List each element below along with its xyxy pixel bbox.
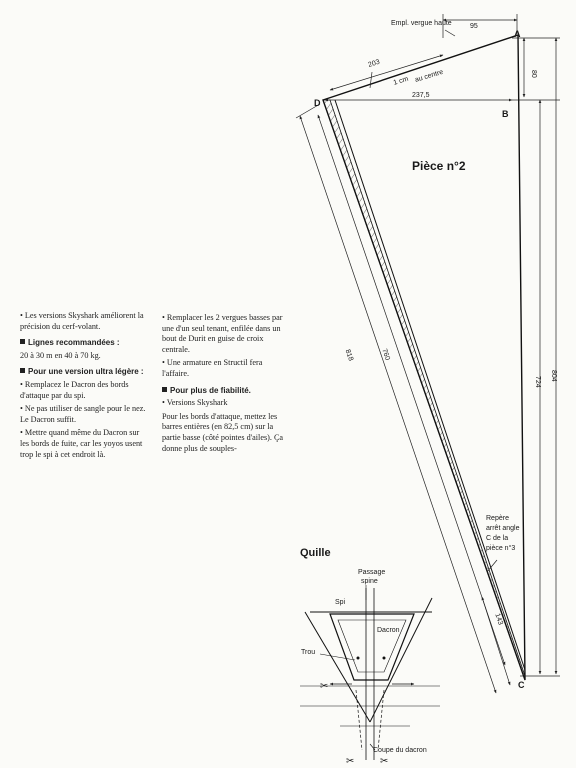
spi-right-edge — [370, 598, 432, 722]
quille-detail — [300, 547, 440, 767]
empl-leader — [445, 30, 455, 36]
quille-title: Quille — [300, 547, 331, 559]
skyshark-paragraph: • Versions Skyshark — [162, 398, 228, 408]
piece-title: Pièce n°2 — [412, 159, 466, 173]
armature-paragraph: • Une armature en Structil fera l'affaire. — [162, 358, 263, 378]
dim-203-line — [330, 55, 443, 90]
bords-attaque-paragraph: Pour les bords d'attaque, mettez les barres entières (en 82,5 cm) sur la partie basse (côté pointes d'ailes). Ça donne plus de souples- — [162, 411, 284, 453]
empl-vergue-label: Empl. vergue haute — [391, 20, 452, 27]
hole-right — [383, 657, 386, 660]
heading-lignes-text: Lignes recommandées : — [28, 338, 120, 348]
scissors-icon: ✂ — [320, 681, 329, 692]
point-b-label: B — [502, 109, 509, 119]
point-d-label: D — [314, 98, 321, 108]
dim-804-label: 804 — [550, 370, 557, 382]
trou-leader — [320, 654, 355, 660]
trou-label: Trou — [301, 649, 316, 656]
ultra-item-1: • Remplacez le Dacron des bords d'attaque par du spi. — [20, 379, 129, 400]
ultra-item-3: • Mettre quand même du Dacron sur les bords de fuite, car les yoyos usent trop le spi à cet endroit là. — [20, 428, 143, 459]
dacron-strip — [323, 100, 525, 680]
heading-ultra-text: Pour une version ultra légère : — [28, 367, 144, 377]
spi-left-edge — [305, 612, 370, 722]
dim-1cm-label: 1 cm — [392, 75, 410, 87]
au-centre-label: au centre — [414, 68, 445, 84]
dim-818-label: 818 — [343, 348, 355, 362]
dim-80-label: 80 — [530, 70, 537, 78]
dim-95-label: 95 — [470, 23, 478, 30]
repere-line-4: pièce n°3 — [486, 545, 516, 552]
heading-fiabilite-text: Pour plus de fiabilité. — [170, 385, 251, 395]
dacron-trapezoid — [330, 614, 414, 680]
point-a-label: A — [514, 29, 521, 39]
scissors-icon: ✂ — [380, 756, 389, 767]
point-c-label: C — [518, 680, 525, 690]
passage-label: Passage — [358, 569, 386, 576]
vergues-paragraph: • Remplacer les 2 vergues basses par une d'un seul tenant, enfilée dans un bout de Durit en guise de croix centrale. — [162, 313, 283, 354]
dim-760-line — [318, 115, 505, 665]
dimension-labels — [344, 23, 557, 626]
dim-237-label: 237,5 — [412, 92, 430, 99]
spi-label: Spi — [335, 599, 346, 606]
dacron-label: Dacron — [377, 627, 400, 634]
spine-label: spine — [361, 578, 378, 585]
repere-line-2: arrêt angle — [486, 525, 520, 532]
scissors-icon: ✂ — [346, 756, 355, 767]
lignes-paragraph: 20 à 30 m en 40 à 70 kg. — [20, 350, 101, 360]
coupe-label: Coupe du dacron — [373, 747, 427, 754]
dim-724-label: 724 — [534, 376, 541, 388]
repere-line-1: Repère — [486, 515, 509, 522]
repere-line-3: C de la — [486, 535, 509, 542]
dim-818-line — [300, 116, 496, 693]
dim-760-label: 760 — [380, 347, 391, 362]
ultra-item-2: • Ne pas utiliser de sangle pour le nez. Le Dacron suffit. — [20, 404, 146, 424]
dim-203-label: 203 — [367, 58, 381, 69]
dim-1cm-line — [370, 72, 372, 88]
dim-143-line — [482, 597, 510, 685]
hole-left — [357, 657, 360, 660]
dim-143-label: 143 — [493, 612, 504, 626]
intro-paragraph: • Les versions Skyshark améliorent la précision du cerf-volant. — [20, 311, 144, 331]
